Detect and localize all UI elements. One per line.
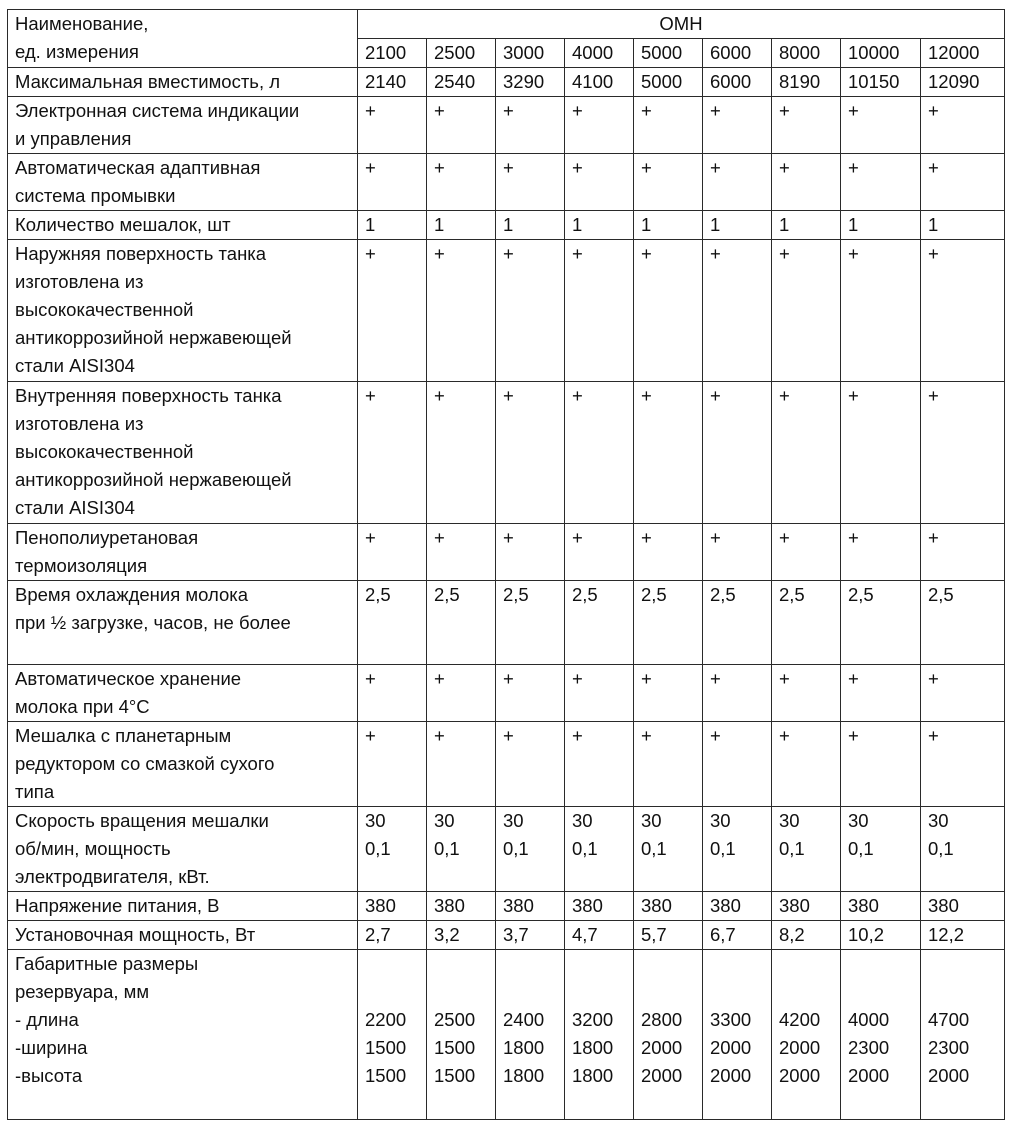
value-cell: + [565,382,634,524]
value-cell: + [921,240,1005,382]
value-cell: + [841,97,921,154]
value-cell: 30 0,1 [841,807,921,892]
value-cell: + [634,97,703,154]
value-cell: 6,7 [703,921,772,950]
header-group-cell: ОМН [358,10,1005,39]
value-cell: 380 [427,892,496,921]
value-cell: + [772,97,841,154]
row-label-cell: Электронная система индикации и управления [8,97,358,154]
value-cell: 2,5 [703,581,772,665]
value-cell: 3,7 [496,921,565,950]
row-label-cell: Максимальная вместимость, л [8,68,358,97]
value-cell: + [427,722,496,807]
header-model-cell: 6000 [703,39,772,68]
value-cell: 2,5 [634,581,703,665]
value-cell: 4,7 [565,921,634,950]
row-label-cell: Количество мешалок, шт [8,211,358,240]
value-cell: + [496,665,565,722]
value-cell: 1 [565,211,634,240]
value-cell: + [565,240,634,382]
value-cell: + [703,240,772,382]
value-cell: 2200 1500 1500 [358,950,427,1120]
value-cell: + [496,524,565,581]
value-cell: + [634,154,703,211]
value-cell: 2,5 [841,581,921,665]
value-cell: + [565,665,634,722]
value-cell: + [634,722,703,807]
table-row [8,382,1005,524]
value-cell: 2,5 [565,581,634,665]
value-cell: + [921,154,1005,211]
value-cell: + [841,722,921,807]
row-label-cell: Наружняя поверхность танка изготовлена из высококачественной антикоррозийной нержавеющей стали AISI304 [8,240,358,382]
row-label-cell: Мешалка с планетарным редуктором со смазкой сухого типа [8,722,358,807]
value-cell: 380 [841,892,921,921]
header-row-group [8,10,1005,39]
value-cell: + [358,154,427,211]
value-cell: 1 [703,211,772,240]
header-model-cell: 4000 [565,39,634,68]
value-cell: + [565,524,634,581]
value-cell: 380 [565,892,634,921]
value-cell: + [427,154,496,211]
value-cell: + [772,240,841,382]
value-cell: + [634,382,703,524]
row-label-cell: Автоматическое хранение молока при 4°С [8,665,358,722]
value-cell: 30 0,1 [921,807,1005,892]
value-cell: 1 [772,211,841,240]
table-row [8,950,1005,1120]
value-cell: + [565,97,634,154]
row-label-cell: Внутренняя поверхность танка изготовлена из высококачественной антикоррозийной нержавеющей стали AISI304 [8,382,358,524]
header-model-cell: 8000 [772,39,841,68]
value-cell: + [772,154,841,211]
value-cell: + [634,240,703,382]
value-cell: 30 0,1 [496,807,565,892]
value-cell: 2,7 [358,921,427,950]
value-cell: 1 [496,211,565,240]
value-cell: + [565,722,634,807]
value-cell: + [358,665,427,722]
value-cell: 2,5 [921,581,1005,665]
header-model-cell: 2500 [427,39,496,68]
table-row [8,68,1005,97]
row-label-cell: Установочная мощность, Вт [8,921,358,950]
value-cell: + [496,240,565,382]
row-label-cell: Габаритные размеры резервуара, мм - длина -ширина -высота [8,950,358,1120]
value-cell: + [772,382,841,524]
table-row [8,807,1005,892]
row-label-cell: Время охлаждения молока при ½ загрузке, часов, не более [8,581,358,665]
value-cell: + [427,665,496,722]
value-cell: + [634,524,703,581]
value-cell: + [921,665,1005,722]
value-cell: 1 [921,211,1005,240]
spec-table-body [8,10,1005,1120]
header-name-cell: Наименование, ед. измерения [8,10,358,68]
value-cell: 4700 2300 2000 [921,950,1005,1120]
value-cell: + [703,382,772,524]
value-cell: 30 0,1 [565,807,634,892]
value-cell: 380 [358,892,427,921]
row-label-cell: Пенополиуретановая термоизоляция [8,524,358,581]
value-cell: 3290 [496,68,565,97]
table-row [8,97,1005,154]
value-cell: 1 [358,211,427,240]
value-cell: 5000 [634,68,703,97]
table-row [8,722,1005,807]
value-cell: 380 [703,892,772,921]
value-cell: + [841,240,921,382]
header-model-cell: 3000 [496,39,565,68]
value-cell: + [841,154,921,211]
table-row [8,892,1005,921]
table-row [8,921,1005,950]
value-cell: + [358,97,427,154]
value-cell: 2540 [427,68,496,97]
value-cell: + [841,524,921,581]
table-row [8,665,1005,722]
value-cell: 2500 1500 1500 [427,950,496,1120]
value-cell: + [496,97,565,154]
value-cell: + [921,524,1005,581]
value-cell: 2,5 [358,581,427,665]
value-cell: 4100 [565,68,634,97]
value-cell: 8190 [772,68,841,97]
value-cell: 2,5 [427,581,496,665]
value-cell: 30 0,1 [427,807,496,892]
value-cell: 6000 [703,68,772,97]
value-cell: 2,5 [496,581,565,665]
value-cell: 5,7 [634,921,703,950]
table-row [8,240,1005,382]
value-cell: 380 [634,892,703,921]
value-cell: 1 [634,211,703,240]
value-cell: + [703,665,772,722]
value-cell: + [427,240,496,382]
value-cell: + [703,154,772,211]
value-cell: 2400 1800 1800 [496,950,565,1120]
value-cell: 3300 2000 2000 [703,950,772,1120]
value-cell: + [772,524,841,581]
value-cell: 2800 2000 2000 [634,950,703,1120]
value-cell: + [358,524,427,581]
header-model-cell: 5000 [634,39,703,68]
table-row [8,154,1005,211]
table-row [8,581,1005,665]
value-cell: 12,2 [921,921,1005,950]
value-cell: 380 [772,892,841,921]
row-label-cell: Скорость вращения мешалки об/мин, мощность электродвигателя, кВт. [8,807,358,892]
value-cell: + [427,524,496,581]
value-cell: 2140 [358,68,427,97]
value-cell: + [496,722,565,807]
value-cell: 10,2 [841,921,921,950]
value-cell: + [358,382,427,524]
row-label-cell: Напряжение питания, В [8,892,358,921]
header-model-cell: 2100 [358,39,427,68]
value-cell: + [427,382,496,524]
value-cell: 380 [921,892,1005,921]
row-label-cell: Автоматическая адаптивная система промывки [8,154,358,211]
value-cell: + [703,524,772,581]
value-cell: 10150 [841,68,921,97]
header-model-cell: 12000 [921,39,1005,68]
value-cell: + [358,240,427,382]
value-cell: + [496,154,565,211]
value-cell: + [358,722,427,807]
value-cell: + [772,665,841,722]
value-cell: + [496,382,565,524]
spec-table [7,9,1005,1120]
value-cell: + [634,665,703,722]
value-cell: 12090 [921,68,1005,97]
table-row [8,524,1005,581]
value-cell: 1 [427,211,496,240]
value-cell: 30 0,1 [703,807,772,892]
value-cell: 4000 2300 2000 [841,950,921,1120]
value-cell: + [427,97,496,154]
value-cell: 1 [841,211,921,240]
value-cell: + [565,154,634,211]
value-cell: + [703,722,772,807]
value-cell: 30 0,1 [634,807,703,892]
value-cell: + [772,722,841,807]
value-cell: 3200 1800 1800 [565,950,634,1120]
value-cell: 3,2 [427,921,496,950]
value-cell: + [921,382,1005,524]
value-cell: + [841,665,921,722]
value-cell: 2,5 [772,581,841,665]
header-model-cell: 10000 [841,39,921,68]
value-cell: 8,2 [772,921,841,950]
value-cell: + [921,97,1005,154]
value-cell: + [703,97,772,154]
value-cell: + [841,382,921,524]
value-cell: + [921,722,1005,807]
table-row [8,211,1005,240]
value-cell: 30 0,1 [772,807,841,892]
value-cell: 380 [496,892,565,921]
value-cell: 4200 2000 2000 [772,950,841,1120]
value-cell: 30 0,1 [358,807,427,892]
